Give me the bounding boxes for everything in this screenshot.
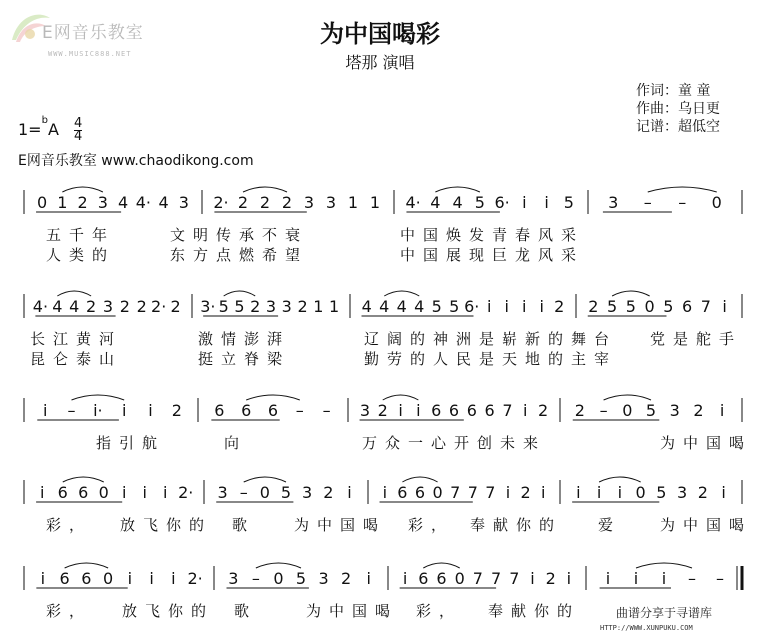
lyric-text: 为中国喝 — [660, 516, 753, 534]
score-note: 2 — [250, 297, 261, 316]
score-note: 2 — [520, 483, 531, 502]
score-note: 6 — [436, 569, 447, 588]
score-note: 7 — [700, 297, 711, 316]
score-note: 2 — [119, 297, 130, 316]
lyric-text: 长江黄河 — [30, 330, 123, 348]
score-note: 5 — [431, 297, 442, 316]
score-note: 2· — [187, 569, 203, 588]
score-note: i — [148, 401, 153, 420]
score-note: i· — [93, 401, 103, 420]
score-note: – — [295, 401, 304, 420]
lyric-text: 激情澎湃 — [198, 330, 291, 348]
song-title: 为中国喝彩 — [320, 20, 440, 48]
score-note: i — [530, 569, 535, 588]
score-note: 2 — [77, 193, 88, 212]
time-top: 4 — [74, 116, 83, 131]
score-note: 6· — [494, 193, 510, 212]
score-note: 2 — [259, 193, 271, 212]
lyric-text: 中国展现巨龙风采 — [400, 246, 585, 264]
score-note: i — [402, 569, 408, 588]
lyric-text: 奉献你的 — [470, 516, 563, 534]
score-note: i — [721, 483, 726, 502]
credit-composer: 作曲：乌日更 — [636, 101, 720, 117]
score-note: – — [251, 569, 260, 588]
lyric-text: 彩， — [416, 602, 463, 620]
footer-url: HTTP://WWW.XUNPUKU.COM — [600, 624, 693, 632]
score-note: 3 — [303, 193, 315, 212]
score-note: 6 — [397, 483, 408, 502]
score-note: 3 — [302, 483, 313, 502]
lyric-text: 爱 — [598, 516, 622, 534]
score-note: 2 — [297, 297, 308, 316]
score-note: 7 — [472, 569, 483, 588]
score-note: 6 — [78, 483, 89, 502]
score-note: 3 — [325, 193, 337, 212]
score-note: 4 — [52, 297, 63, 316]
score-note: i — [122, 483, 127, 502]
score-note: 0 — [273, 569, 284, 588]
lyric-text: 彩， — [408, 516, 455, 534]
score-note: i — [504, 297, 509, 316]
score-note: 0 — [259, 483, 270, 502]
credit-transcriber: 记谱：超低空 — [636, 119, 720, 135]
slur-arc — [384, 291, 419, 296]
score-note: i — [149, 569, 154, 588]
score-note: i — [605, 569, 611, 588]
score-note: 2 — [171, 401, 182, 420]
score-note: 0 — [103, 569, 114, 588]
key-note: A — [47, 120, 59, 139]
score-note: 3 — [102, 297, 114, 316]
lyric-text: 为中国喝 — [306, 602, 399, 620]
lyric-text: 五千年 — [46, 226, 116, 244]
score-note: 4 — [158, 193, 169, 212]
slur-arc — [246, 395, 300, 400]
score-note: i — [127, 569, 133, 588]
slur-arc — [72, 395, 125, 400]
score-note: – — [678, 193, 687, 212]
score-note: i — [522, 297, 527, 316]
score-note: 2 — [693, 401, 704, 420]
lyric-text: 指引航 — [96, 434, 166, 452]
score-note: 0 — [98, 483, 109, 502]
score-note: 6 — [682, 297, 693, 316]
score-note: 7 — [502, 401, 513, 420]
score-note: 1 — [57, 193, 68, 212]
score-note: i — [163, 483, 168, 502]
lyric-text: 万众一心开创未来 — [362, 434, 547, 452]
score-note: 4 — [396, 297, 407, 316]
slur-arc — [243, 187, 287, 192]
score-note: 3 — [217, 483, 228, 502]
score-note: 7 — [450, 483, 461, 502]
score-note: i — [121, 401, 127, 420]
score-note: 1 — [313, 297, 324, 316]
score-note: i — [487, 297, 492, 316]
score-note: 5 — [449, 297, 460, 316]
score-note: 3 — [228, 569, 239, 588]
score-note: i — [523, 401, 528, 420]
time-bottom: 4 — [74, 129, 83, 144]
score-note: 0 — [711, 193, 722, 212]
score-note: 2 — [697, 483, 708, 502]
score-note: 6 — [241, 401, 252, 420]
score-note: 4 — [452, 193, 463, 212]
score-note: 5 — [625, 297, 636, 316]
score-note: 2 — [86, 297, 97, 316]
slur-arc — [435, 187, 480, 192]
score-note: – — [322, 401, 331, 420]
score-note: 0 — [622, 401, 633, 420]
slur-arc — [402, 477, 437, 482]
score-note: 4 — [414, 297, 425, 316]
lyric-text: 放飞你的 — [120, 516, 213, 534]
score-note: 6 — [431, 401, 442, 420]
score-note: 2 — [574, 401, 585, 420]
lyric-text: 党是舵手 — [650, 330, 743, 348]
lyric-text: 歌 — [232, 516, 256, 534]
score-note: 6 — [57, 483, 68, 502]
score-note: 6 — [484, 401, 495, 420]
lyric-text: 东方点燃希望 — [170, 246, 309, 264]
score-note: 4 — [361, 297, 372, 316]
lyric-text: 奉献你的 — [488, 602, 581, 620]
lyric-text: 中国焕发青春风采 — [400, 226, 585, 244]
score-note: – — [67, 401, 76, 420]
lyric-text: 昆仑泰山 — [30, 350, 123, 368]
score-note: 4 — [430, 193, 441, 212]
watermark-name: E网音乐教室 — [42, 23, 144, 43]
score-note: 3 — [265, 297, 277, 316]
slur-arc — [604, 395, 651, 400]
score-note: 7 — [485, 483, 496, 502]
score-note: 1 — [369, 193, 381, 212]
score-note: 4 — [118, 193, 129, 212]
score-note: 5 — [663, 297, 674, 316]
slur-arc — [62, 187, 103, 192]
score-note: 2 — [588, 297, 599, 316]
score-note: 6 — [267, 401, 279, 420]
score-note: i — [347, 483, 352, 502]
score-note: 0 — [432, 483, 443, 502]
score-note: 6 — [418, 569, 429, 588]
score-note: 5 — [280, 483, 292, 502]
score-note: i — [382, 483, 388, 502]
slur-arc — [636, 563, 692, 568]
score-note: 6 — [214, 401, 225, 420]
score-note: 4 — [69, 297, 80, 316]
key-flat: b — [41, 114, 48, 126]
score-note: 7 — [491, 569, 502, 588]
score-note: i — [398, 401, 403, 420]
slur-arc — [57, 291, 91, 296]
score-note: 4· — [32, 297, 49, 316]
score-note: 6 — [81, 569, 92, 588]
score-note: 0 — [454, 569, 465, 588]
slur-arc — [224, 291, 256, 296]
score-note: 2· — [151, 297, 167, 316]
score-note: i — [171, 569, 176, 588]
score-note: 3 — [669, 401, 680, 420]
slur-arc — [612, 291, 650, 296]
score-note: 5 — [474, 193, 485, 212]
score-note: – — [716, 569, 724, 588]
watermark-url: WWW.MUSIC888.NET — [48, 50, 132, 58]
score-note: 2 — [537, 401, 549, 420]
lyric-text: 挺立脊梁 — [198, 350, 291, 368]
slur-arc — [383, 395, 419, 400]
score-note: i — [142, 483, 147, 502]
score-note: i — [40, 483, 45, 502]
score-note: 2 — [136, 297, 147, 316]
lyric-text: 向 — [224, 434, 248, 452]
score-note: 0 — [37, 193, 48, 212]
score-note: – — [688, 569, 696, 588]
score-note: 5 — [645, 401, 657, 420]
score-note: 3 — [318, 569, 329, 588]
score-note: i — [566, 569, 572, 588]
score-note: 0 — [635, 483, 646, 502]
score-note: 5 — [234, 297, 245, 316]
score-note: 3 — [97, 193, 108, 212]
score-note: 5 — [656, 483, 667, 502]
score-note: 2 — [170, 297, 181, 316]
score-note: 0 — [644, 297, 655, 316]
credit-lyricist: 作词：童 童 — [636, 83, 711, 99]
score-note: – — [599, 401, 608, 420]
score-note: 6· — [464, 297, 480, 316]
score-note: 3 — [359, 401, 371, 420]
score-note: 2 — [377, 401, 388, 420]
key-prefix: 1= — [18, 120, 42, 139]
score-note: 2 — [545, 569, 556, 588]
score-note: i — [661, 569, 667, 588]
score-note: 3 — [281, 297, 292, 316]
score-note: i — [522, 193, 527, 212]
footer-text: 曲谱分享于寻谱库 — [616, 606, 713, 620]
score-note: 6 — [466, 401, 477, 420]
score-note: i — [617, 483, 623, 502]
score-note: i — [505, 483, 511, 502]
lyric-text: 为中国喝 — [660, 434, 753, 452]
score-note: i — [42, 401, 48, 420]
slur-arc — [423, 563, 459, 568]
score-note: i — [544, 193, 549, 212]
score-note: 7 — [509, 569, 520, 588]
score-note: 5 — [563, 193, 574, 212]
slur-arc — [65, 563, 109, 568]
score-note: 4· — [405, 193, 421, 212]
score-note: i — [633, 569, 639, 588]
lyric-text: 彩， — [46, 516, 93, 534]
score-note: 4 — [379, 297, 390, 316]
score-note: 5 — [607, 297, 618, 316]
song-performer: 塔那 演唱 — [345, 53, 415, 72]
score-note: i — [540, 483, 546, 502]
lyric-text: 放飞你的 — [122, 602, 215, 620]
lyric-text: 为中国喝 — [294, 516, 387, 534]
score-note: 6 — [448, 401, 460, 420]
lyric-text: 文明传承不衰 — [170, 226, 309, 244]
score-note: 6 — [59, 569, 70, 588]
lyric-text: 彩， — [46, 602, 93, 620]
score-note: – — [239, 483, 248, 502]
score-note: 2· — [178, 483, 194, 502]
score-note: i — [596, 483, 602, 502]
score-note: i — [539, 297, 544, 316]
lyric-text: 辽阔的神洲是崭新的舞台 — [364, 330, 618, 348]
slur-arc — [599, 477, 641, 482]
score-note: i — [416, 401, 421, 420]
score-note: 7 — [467, 483, 478, 502]
score-note: 1 — [329, 297, 340, 316]
score-note: 3· — [200, 297, 216, 316]
score-note: 3 — [677, 483, 688, 502]
lyric-text: 歌 — [234, 602, 258, 620]
score-note: i — [576, 483, 581, 502]
score-note: i — [366, 569, 371, 588]
score-note: 2 — [554, 297, 565, 316]
score-note: 4· — [135, 193, 152, 212]
slur-arc — [63, 477, 104, 482]
score-note: i — [719, 401, 725, 420]
score-note: i — [40, 569, 46, 588]
score-note: i — [722, 297, 727, 316]
score-note: 3 — [608, 193, 619, 212]
slur-arc — [244, 477, 286, 482]
score-note: 1 — [347, 193, 359, 212]
score-note: – — [643, 193, 652, 212]
score-note: 2 — [341, 569, 352, 588]
lyric-text: 人类的 — [46, 246, 116, 264]
site-line: E网音乐教室 www.chaodikong.com — [18, 153, 254, 169]
slur-arc — [256, 563, 301, 568]
score-note: 6 — [414, 483, 426, 502]
slur-arc — [648, 187, 717, 192]
score-note: 2 — [237, 193, 249, 212]
score-note: 5 — [218, 297, 229, 316]
score-note: 3 — [178, 193, 189, 212]
lyric-text: 勤劳的人民是天地的主宰 — [364, 350, 618, 368]
score-note: 2· — [213, 193, 229, 212]
score-note: 5 — [295, 569, 307, 588]
score-note: 2 — [323, 483, 334, 502]
score-note: 2 — [281, 193, 293, 212]
